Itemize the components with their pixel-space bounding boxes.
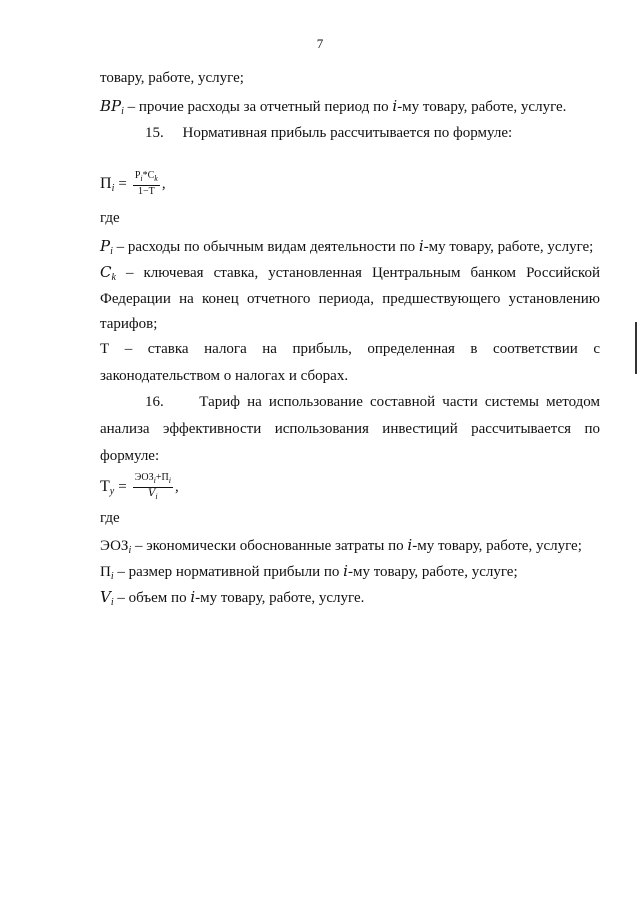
definition-t: Т – ставка налога на прибыль, определенная в соответствии с [100, 341, 600, 357]
formula-profit [100, 170, 166, 198]
text-line: Федерации на конец отчетного периода, предшествующего установлению [100, 291, 600, 307]
var-c: C [100, 263, 112, 281]
index-i: i [418, 237, 424, 255]
scan-edge-mark [635, 322, 637, 374]
text: -му товару, работе, услуге. [195, 590, 365, 606]
text: – расходы по обычным видам деятельности по [112, 239, 419, 255]
var-p-sub: i [110, 246, 113, 257]
text: – размер нормативной прибыли по [113, 564, 344, 580]
var-bp: BP [100, 97, 122, 115]
text-line: формуле: [100, 448, 160, 464]
formula-lhs: $Т_у$ [100, 478, 115, 497]
definition-bp [100, 96, 600, 122]
text-line: анализа эффективности использования инвестиций рассчитывается по [100, 421, 600, 437]
var-pi-sub: i [110, 571, 114, 582]
fraction-denominator: 1−T [137, 186, 155, 197]
fraction-numerator: $ЭОЗ_i+П_i$ [133, 472, 173, 488]
definition-p [100, 236, 600, 262]
var-v-sub: i [110, 597, 114, 608]
definition-c [100, 262, 600, 288]
index-i: i [190, 588, 196, 606]
var-v: V [100, 588, 111, 606]
index-i: i [343, 562, 348, 580]
text-line: тарифов; [100, 316, 158, 332]
paragraph-15: 15. Нормативная прибыль рассчитывается по формуле: [145, 125, 513, 141]
equals-sign: = [118, 479, 127, 495]
text: -му товару, работе, услуге; [347, 564, 518, 580]
text: – ключевая ставка, установленная Центральным банком Российской [115, 265, 600, 281]
text: – экономически обоснованные затраты по [131, 538, 408, 554]
paragraph-16: 16. Тариф на использование составной части системы методом [145, 394, 600, 410]
var-eoz: ЭОЗ [100, 538, 129, 554]
page-number: 7 [316, 36, 324, 51]
equals-sign: = [118, 175, 127, 192]
text-line: товару, работе, услуге; [100, 70, 244, 86]
where-label: где [100, 510, 120, 526]
where-label: где [100, 210, 120, 226]
fraction-numerator: $P_i*C_k$ [133, 170, 160, 186]
text: – прочие расходы за отчетный период по [123, 99, 393, 115]
text: -му товару, работе, услуге; [423, 239, 594, 255]
var-pi: П [100, 564, 111, 580]
index-i: i [407, 536, 413, 554]
formula-tail: , [175, 479, 179, 495]
formula-tariff [100, 472, 179, 503]
fraction-denominator: $V_i$ [148, 488, 158, 501]
formula-lhs: $П_i$ [100, 174, 115, 194]
var-bp-sub: i [121, 106, 124, 117]
definition-pi [100, 561, 600, 587]
fraction [133, 170, 160, 198]
var-c-sub: k [111, 272, 116, 283]
text-line: законодательством о налогах и сборах. [100, 368, 349, 384]
var-eoz-sub: i [128, 545, 132, 556]
definition-v [100, 587, 600, 613]
definition-eoz [100, 535, 600, 561]
text: -му товару, работе, услуге. [397, 99, 567, 115]
index-i: i [392, 97, 398, 115]
formula-tail: , [161, 175, 166, 192]
fraction [133, 472, 173, 503]
text: – объем по [113, 590, 191, 606]
var-p: P [100, 237, 111, 255]
text: -му товару, работе, услуге; [412, 538, 582, 554]
